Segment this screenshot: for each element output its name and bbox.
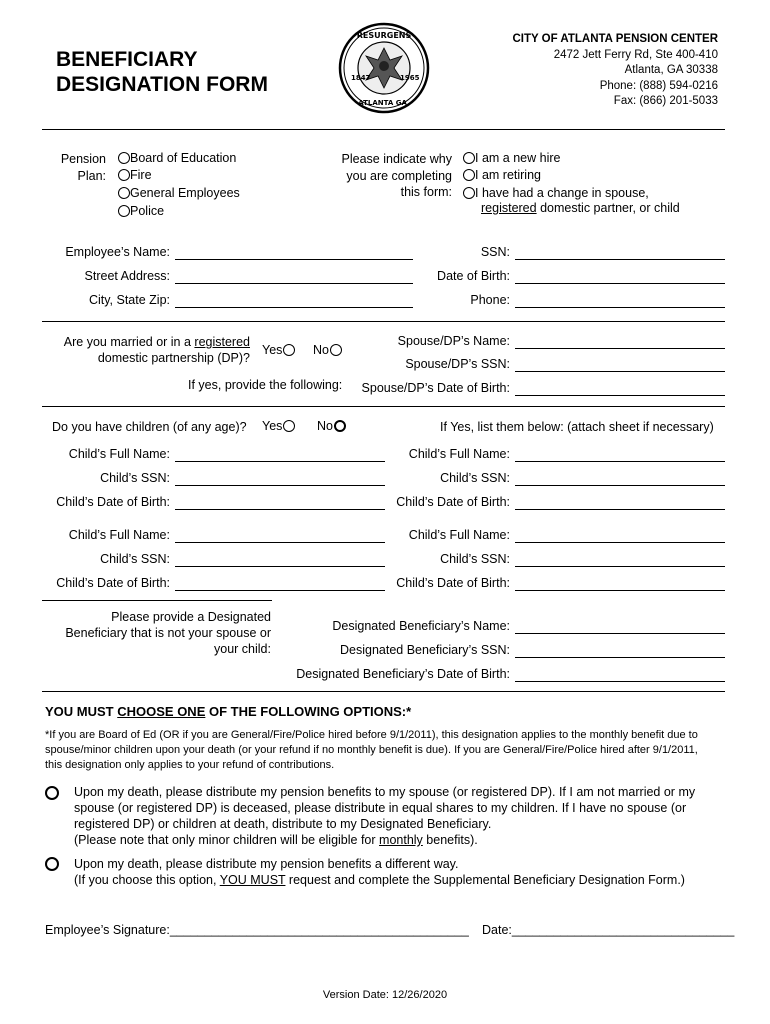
signature-line[interactable]: Employee’s Signature:___________________________________________ (45, 923, 469, 937)
designated-instruction: Please provide a Designated Beneficiary that is not your spouse or your child: (65, 610, 271, 656)
date-of-birth-field[interactable] (515, 283, 725, 284)
child4-dob-label: Child’s Date of Birth: (396, 576, 510, 590)
child3-name-label: Child’s Full Name: (68, 528, 170, 542)
ssn-label: SSN: (480, 245, 510, 259)
spouse-name-label: Spouse/DP’s Name: (397, 334, 510, 348)
city-state-zip-field[interactable] (175, 307, 413, 308)
child4-name-field[interactable] (515, 542, 725, 543)
reason-option-new-hire[interactable]: I am a new hire (463, 151, 560, 165)
child3-dob-field[interactable] (175, 590, 385, 591)
street-address-field[interactable] (175, 283, 413, 284)
center-address-2: Atlanta, GA 30338 (624, 64, 718, 76)
child1-dob-field[interactable] (175, 509, 385, 510)
radio-icon[interactable] (118, 152, 130, 164)
designated-ssn-field[interactable] (515, 657, 725, 658)
child3-ssn-label: Child’s SSN: (100, 552, 170, 566)
married-yes[interactable]: Yes (262, 343, 295, 357)
child2-name-field[interactable] (515, 461, 725, 462)
phone-label: Phone: (470, 293, 510, 307)
form-title (56, 47, 268, 97)
plan-option-general-employees[interactable]: General Employees (118, 186, 240, 200)
divider-designated (42, 691, 725, 692)
child4-ssn-label: Child’s SSN: (440, 552, 510, 566)
child4-ssn-field[interactable] (515, 566, 725, 567)
plan-option-police[interactable]: Police (118, 204, 164, 218)
header-divider (42, 129, 725, 130)
child4-dob-field[interactable] (515, 590, 725, 591)
radio-icon[interactable] (283, 420, 295, 432)
option-1-radio[interactable] (45, 785, 59, 803)
svg-text:RESURGENS: RESURGENS (356, 31, 412, 40)
child3-dob-label: Child’s Date of Birth: (56, 576, 170, 590)
designated-dob-field[interactable] (515, 681, 725, 682)
radio-icon[interactable] (463, 187, 475, 199)
child1-ssn-label: Child’s SSN: (100, 471, 170, 485)
child1-ssn-field[interactable] (175, 485, 385, 486)
child3-name-field[interactable] (175, 542, 385, 543)
plan-option-board-of-education[interactable]: Board of Education (118, 151, 236, 165)
children-no[interactable]: No (317, 419, 346, 433)
divider-employee (42, 321, 725, 322)
radio-icon[interactable] (45, 857, 59, 871)
radio-icon[interactable] (118, 187, 130, 199)
date-line[interactable]: Date:________________________________ (482, 923, 735, 937)
child4-name-label: Child’s Full Name: (408, 528, 510, 542)
designated-name-field[interactable] (515, 633, 725, 634)
designated-ssn-label: Designated Beneficiary’s SSN: (340, 643, 510, 657)
children-yes[interactable]: Yes (262, 419, 295, 433)
children-question: Do you have children (of any age)? (52, 420, 247, 434)
option-2-radio[interactable] (45, 856, 59, 874)
option-1-text: Upon my death, please distribute my pension benefits to my spouse (or registered DP). If I am not married or my spouse (or registered DP) is deceased, please distribute in equal shares to my children. If I have no spouse (or registered DP) or children at death, distribute to my Designated Beneficiary. (Please note that only minor children will be eligible for monthly benefits). (74, 785, 696, 847)
radio-icon[interactable] (463, 169, 475, 181)
married-no[interactable]: No (313, 343, 342, 357)
radio-icon[interactable] (334, 420, 346, 432)
designated-dob-label: Designated Beneficiary’s Date of Birth: (296, 667, 510, 681)
options-heading: YOU MUST CHOOSE ONE OF THE FOLLOWING OPTIONS:* (45, 704, 412, 719)
spouse-dob-label: Spouse/DP’s Date of Birth: (361, 381, 510, 395)
pension-plan-label: Pension Plan: (60, 152, 106, 183)
reason-option-change-cont: registered domestic partner, or child (481, 201, 680, 215)
option-2-text: Upon my death, please distribute my pension benefits a different way. (If you choose this option, YOU MUST request and complete the Supplemental Beneficiary Designation Form.) (74, 857, 685, 887)
radio-icon[interactable] (45, 786, 59, 800)
child2-dob-field[interactable] (515, 509, 725, 510)
center-fax: Fax: (866) 201-5033 (613, 95, 718, 107)
child2-dob-label: Child’s Date of Birth: (396, 495, 510, 509)
divider-spouse (42, 406, 725, 407)
spouse-ssn-label: Spouse/DP’s SSN: (405, 357, 510, 371)
reason-option-retiring[interactable]: I am retiring (463, 168, 541, 182)
reason-label: Please indicate why you are completing this form: (341, 152, 452, 199)
title-line-2: DESIGNATION FORM (56, 73, 268, 96)
radio-icon[interactable] (463, 152, 475, 164)
city-seal-logo (338, 22, 430, 114)
child2-ssn-label: Child’s SSN: (440, 471, 510, 485)
child1-name-field[interactable] (175, 461, 385, 462)
married-question: Are you married or in a registered domestic partnership (DP)? (63, 335, 250, 365)
radio-icon[interactable] (283, 344, 295, 356)
radio-icon[interactable] (118, 205, 130, 217)
children-list-instruction: If Yes, list them below: (attach sheet if necessary) (440, 420, 714, 434)
svg-text:1847: 1847 (351, 74, 371, 82)
street-address-label: Street Address: (84, 269, 170, 283)
spouse-dob-field[interactable] (515, 395, 725, 396)
employee-name-label: Employee’s Name: (65, 245, 170, 259)
employee-name-field[interactable] (175, 259, 413, 260)
svg-text:1965: 1965 (400, 74, 420, 82)
divider-children (42, 600, 272, 601)
ssn-field[interactable] (515, 259, 725, 260)
if-yes-label: If yes, provide the following: (188, 378, 343, 392)
phone-field[interactable] (515, 307, 725, 308)
child1-name-label: Child’s Full Name: (68, 447, 170, 461)
center-phone: Phone: (888) 594-0216 (599, 79, 718, 92)
version-date: Version Date: 12/26/2020 (322, 989, 448, 1001)
designated-name-label: Designated Beneficiary’s Name: (332, 619, 510, 633)
title-line-1: BENEFICIARY (56, 48, 198, 71)
reason-option-change[interactable]: I have had a change in spouse, (463, 186, 649, 200)
child3-ssn-field[interactable] (175, 566, 385, 567)
date-of-birth-label: Date of Birth: (437, 269, 510, 283)
center-name: CITY OF ATLANTA PENSION CENTER (512, 33, 718, 45)
pension-center-info (512, 32, 718, 110)
svg-text:ATLANTA GA.: ATLANTA GA. (358, 99, 410, 107)
child2-name-label: Child’s Full Name: (408, 447, 510, 461)
options-note: *If you are Board of Ed (OR if you are General/Fire/Police hired before 9/1/2011), this designation applies to the monthly benefit due to spouse/minor children upon your death (or your refund if no monthly benefit is due). If you are General/Fire/Police hired after 9/1/2011, this designation only applies to your refund of contributions. (45, 729, 698, 771)
spouse-name-field[interactable] (515, 348, 725, 349)
plan-option-fire[interactable]: Fire (118, 168, 152, 182)
child1-dob-label: Child’s Date of Birth: (56, 495, 170, 509)
radio-icon[interactable] (118, 169, 130, 181)
spouse-ssn-field[interactable] (515, 371, 725, 372)
child2-ssn-field[interactable] (515, 485, 725, 486)
city-state-zip-label: City, State Zip: (88, 293, 170, 307)
center-address-1: 2472 Jett Ferry Rd, Ste 400-410 (553, 48, 718, 61)
